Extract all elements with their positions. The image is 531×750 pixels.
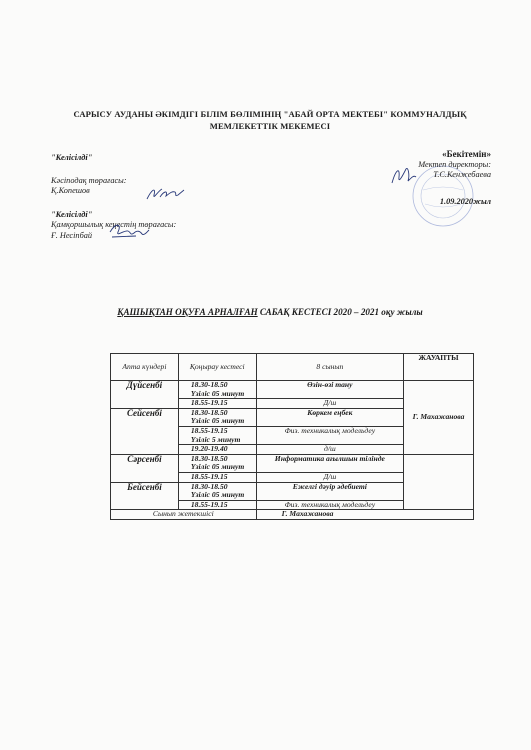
heading-rest: САБАҚ КЕСТЕСІ 2020 – 2021 оқу жылы [257,307,423,317]
schedule-heading [40,307,500,317]
time-cell: 18.30-18.50 Үзіліс 05 минут [178,454,256,472]
agreed-label-2: "Келісілді" [51,209,93,219]
table-row [111,381,474,399]
school-title [40,108,500,132]
subject-cell: Ежелгі дәуір әдебиеті [256,482,403,500]
table-row [111,454,474,472]
subject-cell: д/ш [256,445,403,455]
subject-cell: Өзін-өзі тану [256,381,403,399]
time-cell: 18.55-19.15 [178,472,256,482]
subject-cell: Д/ш [256,399,403,409]
day-cell: Бейсенбі [111,482,179,510]
subject-cell: Физ. техникалық модельдеу [256,426,403,444]
time-cell: 18.55-19.15 [178,500,256,510]
empty-cell [404,454,474,510]
schedule-table [110,353,474,520]
col-header-bell: Қоңырау кестесі [178,354,256,381]
heading-underlined: ҚАШЫҚТАН ОҚУҒА АРНАЛҒАН [117,307,258,317]
table-footer-row [111,510,474,520]
director-role: Мектеп директоры: [418,159,491,169]
subject-cell: Д/ш [256,472,403,482]
class-teacher-name: Г. Махажанова [256,510,473,520]
col-header-day: Апта күндері [111,354,179,381]
subject-cell: Информатика ағылшын тілінде [256,454,403,472]
board-role: Қамқоршылық кеңестің төрағасы: [51,220,177,229]
time-cell: 19.20-19.40 [178,445,256,455]
day-cell: Дүйсенбі [111,381,179,409]
school-title-line2: МЕМЛЕКЕТТІК МЕКЕМЕСІ [209,121,331,131]
day-cell: Сәрсенбі [111,454,179,482]
agreed-label-1: "Келісілді" [51,153,93,162]
trade-union-role: Кәсіподақ төрағасы: [51,175,127,185]
signature-union [144,181,188,205]
approval-block [418,149,491,207]
approval-date: 1.09.2020жыл [439,196,491,206]
table-header-row [111,354,474,381]
director-name: Т.С.Кенжебаева [433,170,491,179]
time-cell: 18.55-19.15 [178,399,256,409]
responsible-teacher: Г. Махажанова [404,381,474,455]
time-cell: 18.30-18.50 Үзіліс 05 минут [178,408,256,426]
day-cell: Сейсенбі [111,408,179,454]
time-cell: 18.30-18.50 Үзіліс 05 минут [178,482,256,500]
board-name: Ғ. Несіпбай [51,230,93,240]
school-title-line1: САРЫСУ АУДАНЫ ӘКІМДІГІ БІЛІМ БӨЛІМІНІҢ "АБАЙ ОРТА МЕКТЕБІ" КОММУНАЛДЫҚ [73,109,467,119]
time-cell: 18.30-18.50 Үзіліс 05 минут [178,381,256,399]
subject-cell: Көркем еңбек [256,408,403,426]
trade-union-name: Қ.Копешов [51,186,90,195]
class-teacher-label: Сынып жетекшісі [111,510,257,520]
signature-director [388,163,418,189]
time-cell: 18.55-19.15 Үзіліс 5 минут [178,426,256,444]
signature-board [106,218,152,242]
approved-label: «Бекітемін» [442,149,491,159]
col-header-responsible: ЖАУАПТЫ [404,354,474,381]
subject-cell: Физ. техникалық модельдеу [256,500,403,510]
col-header-class: 8 сынып [256,354,403,381]
